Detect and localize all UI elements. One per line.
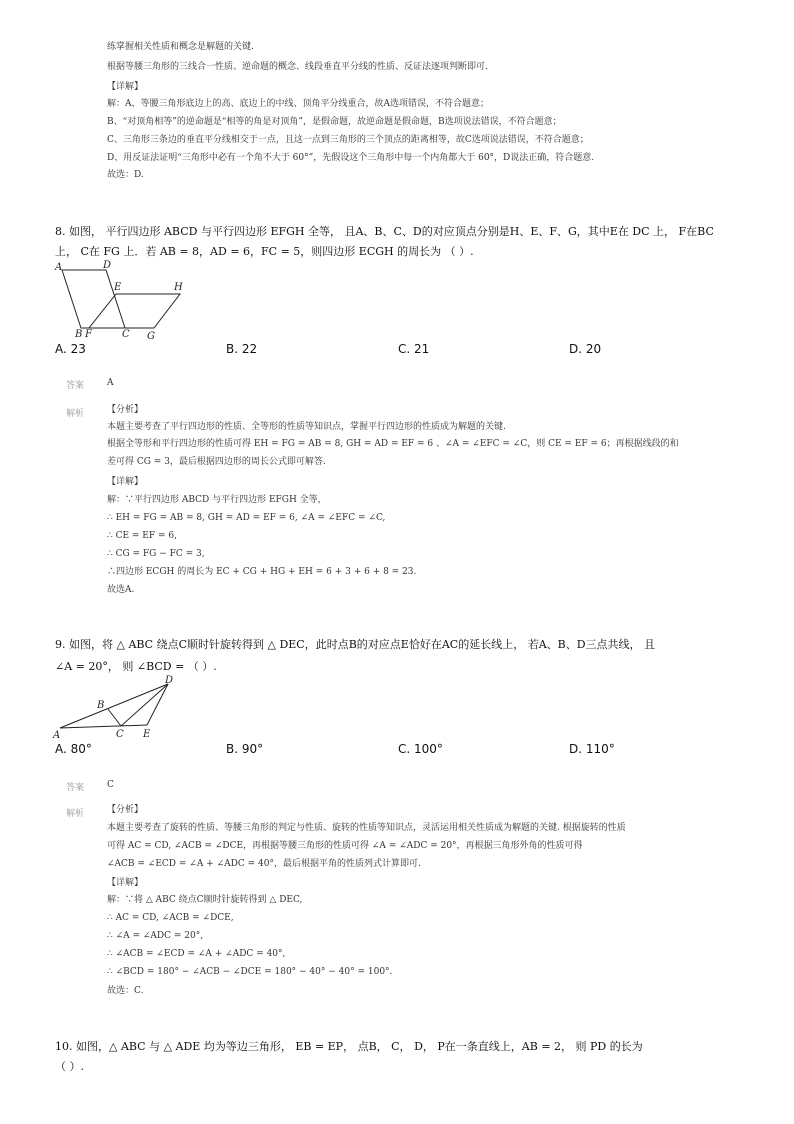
q8-analysis-line-7: ∴ EH = FG = AB = 8, GH = AD = EF = 6, ∠A = ∠EFC = ∠C, [107,513,386,523]
q8-analysis-line-9: ∴ CG = FG − FC = 3, [107,549,205,559]
q8-analysis-line-4: 差可得 CG = 3，最后根据四边形的周长公式即可解答. [107,457,326,467]
q8-label-c: C [122,329,130,340]
q9-option-c: C. 100° [398,742,443,756]
q9-analysis-line-9: ∴ ∠ACB = ∠ECD = ∠A + ∠ADC = 40°, [107,949,286,959]
q9-label-d: D [165,675,174,686]
q10-stem-line-1: 10. 如图，△ ABC 与 △ ADE 均为等边三角形， EB = EP， 点B， C， D， P在一条直线上，AB = 2， 则 PD 的长为 [55,1040,643,1053]
q8-analysis-line-5: 【详解】 [107,477,144,487]
q8-answer: A [107,378,114,388]
q10-stem-line-2: （ ）. [55,1060,84,1073]
q8-stem-line-2: 上， C在 FG 上．若 AB = 8，AD = 6，FC = 5，则四边形 ECGH 的周长为 （ ）. [55,245,474,258]
q8-analysis-line-10: ∴四边形 ECGH 的周长为 EC + CG + HG + EH = 6 + 3 + 6 + 8 = 23. [107,567,417,577]
q9-analysis-line-7: ∴ AC = CD, ∠ACB = ∠DCE, [107,913,234,923]
q8-analysis-line-2: 本题主要考查了平行四边形的性质、全等形的性质等知识点，掌握平行四边形的性质成为解题的关键. [107,422,506,432]
q9-label-a: A [53,730,61,741]
q8-answer-tag: 答案 [66,381,85,391]
q8-label-h: H [174,282,183,293]
q8-analysis-tag: 解析 [66,409,85,419]
prev-line-8: 故选：D. [107,170,144,180]
q8-label-e: E [114,282,122,293]
q9-option-b: B. 90° [226,742,264,756]
q9-analysis-line-10: ∴ ∠BCD = 180° − ∠ACB − ∠DCE = 180° − 40° − 40° = 100°. [107,967,393,977]
q9-option-a: A. 80° [55,742,92,756]
q9-label-e: E [143,729,151,740]
q9-analysis-line-5: 【详解】 [107,878,144,888]
q9-analysis-line-11: 故选：C. [107,986,144,996]
q8-option-b: B. 22 [226,342,258,356]
q9-analysis-line-3: 可得 AC = CD, ∠ACB = ∠DCE，再根据等腰三角形的性质可得 ∠A = ∠ADC = 20°，再根据三角形外角的性质可得 [107,841,583,851]
q9-label-b: B [97,700,105,711]
q8-label-d: D [103,260,112,271]
q8-parallelogram-figure [52,258,192,342]
q8-analysis-line-3: 根据全等形和平行四边形的性质可得 EH = FG = AB = 8, GH = AD = EF = 6 、∠A = ∠EFC = ∠C，则 CE = EF = 6；再根据线段的和 [107,439,679,449]
prev-line-6: C、三角形三条边的垂直平分线相交于一点，且这一点到三角形的三个顶点的距离相等，故C选项说法错误，不符合题意； [107,135,589,145]
q8-option-a: A. 23 [55,342,86,356]
q9-analysis-line-8: ∴ ∠A = ∠ADC = 20°, [107,931,204,941]
q9-answer-tag: 答案 [66,783,85,793]
q9-analysis-line-1: 【分析】 [107,805,144,815]
q9-analysis-line-4: ∠ACB = ∠ECD = ∠A + ∠ADC = 40°，最后根据平角的性质列式计算即可. [107,859,421,869]
q8-option-c: C. 21 [398,342,430,356]
q9-option-d: D. 110° [569,742,615,756]
prev-line-2: 根据等腰三角形的三线合一性质、逆命题的概念、线段垂直平分线的性质、反证法逐项判断即可. [107,62,488,72]
prev-line-7: D、用反证法证明“三角形中必有一个角不大于 60°”，先假设这个三角形中每一个内角都大于 60°，D说法正确，符合题意. [107,153,595,163]
q9-label-c: C [116,729,124,740]
q9-analysis-line-6: 解：∵将 △ ABC 绕点C顺时针旋转得到 △ DEC, [107,895,303,905]
q9-rotation-figure [50,673,190,743]
q9-analysis-tag: 解析 [66,809,85,819]
q9-stem-line-1: 9. 如图，将 △ ABC 绕点C顺时针旋转得到 △ DEC，此时点B的对应点E恰好在AC的延长线上， 若A、B、D三点共线， 且 [55,638,656,651]
q8-analysis-line-8: ∴ CE = EF = 6, [107,531,177,541]
q8-analysis-line-6: 解：∵平行四边形 ABCD 与平行四边形 EFGH 全等， [107,495,327,505]
q9-analysis-line-2: 本题主要考查了旋转的性质、等腰三角形的判定与性质、旋转的性质等知识点，灵活运用相关性质成为解题的关键. 根据旋转的性质 [107,823,626,833]
prev-line-1: 练掌握相关性质和概念是解题的关键. [107,42,254,52]
prev-line-3: 【详解】 [107,82,144,92]
q8-stem-line-1: 8. 如图， 平行四边形 ABCD 与平行四边形 EFGH 全等， 且A、B、C、D的对应顶点分别是H、E、F、G，其中E在 DC 上， F在BC [55,225,714,238]
q8-label-a: A [55,262,63,273]
q8-label-f: F [85,329,92,340]
q8-label-b: B [75,329,83,340]
prev-line-5: B、“对顶角相等”的逆命题是“相等的角是对顶角”，是假命题，故逆命题是假命题，B选项说法错误，不符合题意； [107,117,562,127]
q8-analysis-line-1: 【分析】 [107,405,144,415]
q9-answer: C [107,780,114,790]
prev-line-4: 解：A、等腰三角形底边上的高、底边上的中线、顶角平分线重合，故A选项错误，不符合题意； [107,99,490,109]
q9-stem-line-2: ∠A = 20°， 则 ∠BCD = （ ）. [55,660,217,673]
q8-option-d: D. 20 [569,342,602,356]
q8-analysis-line-11: 故选A. [107,585,135,595]
q8-label-g: G [147,331,155,342]
